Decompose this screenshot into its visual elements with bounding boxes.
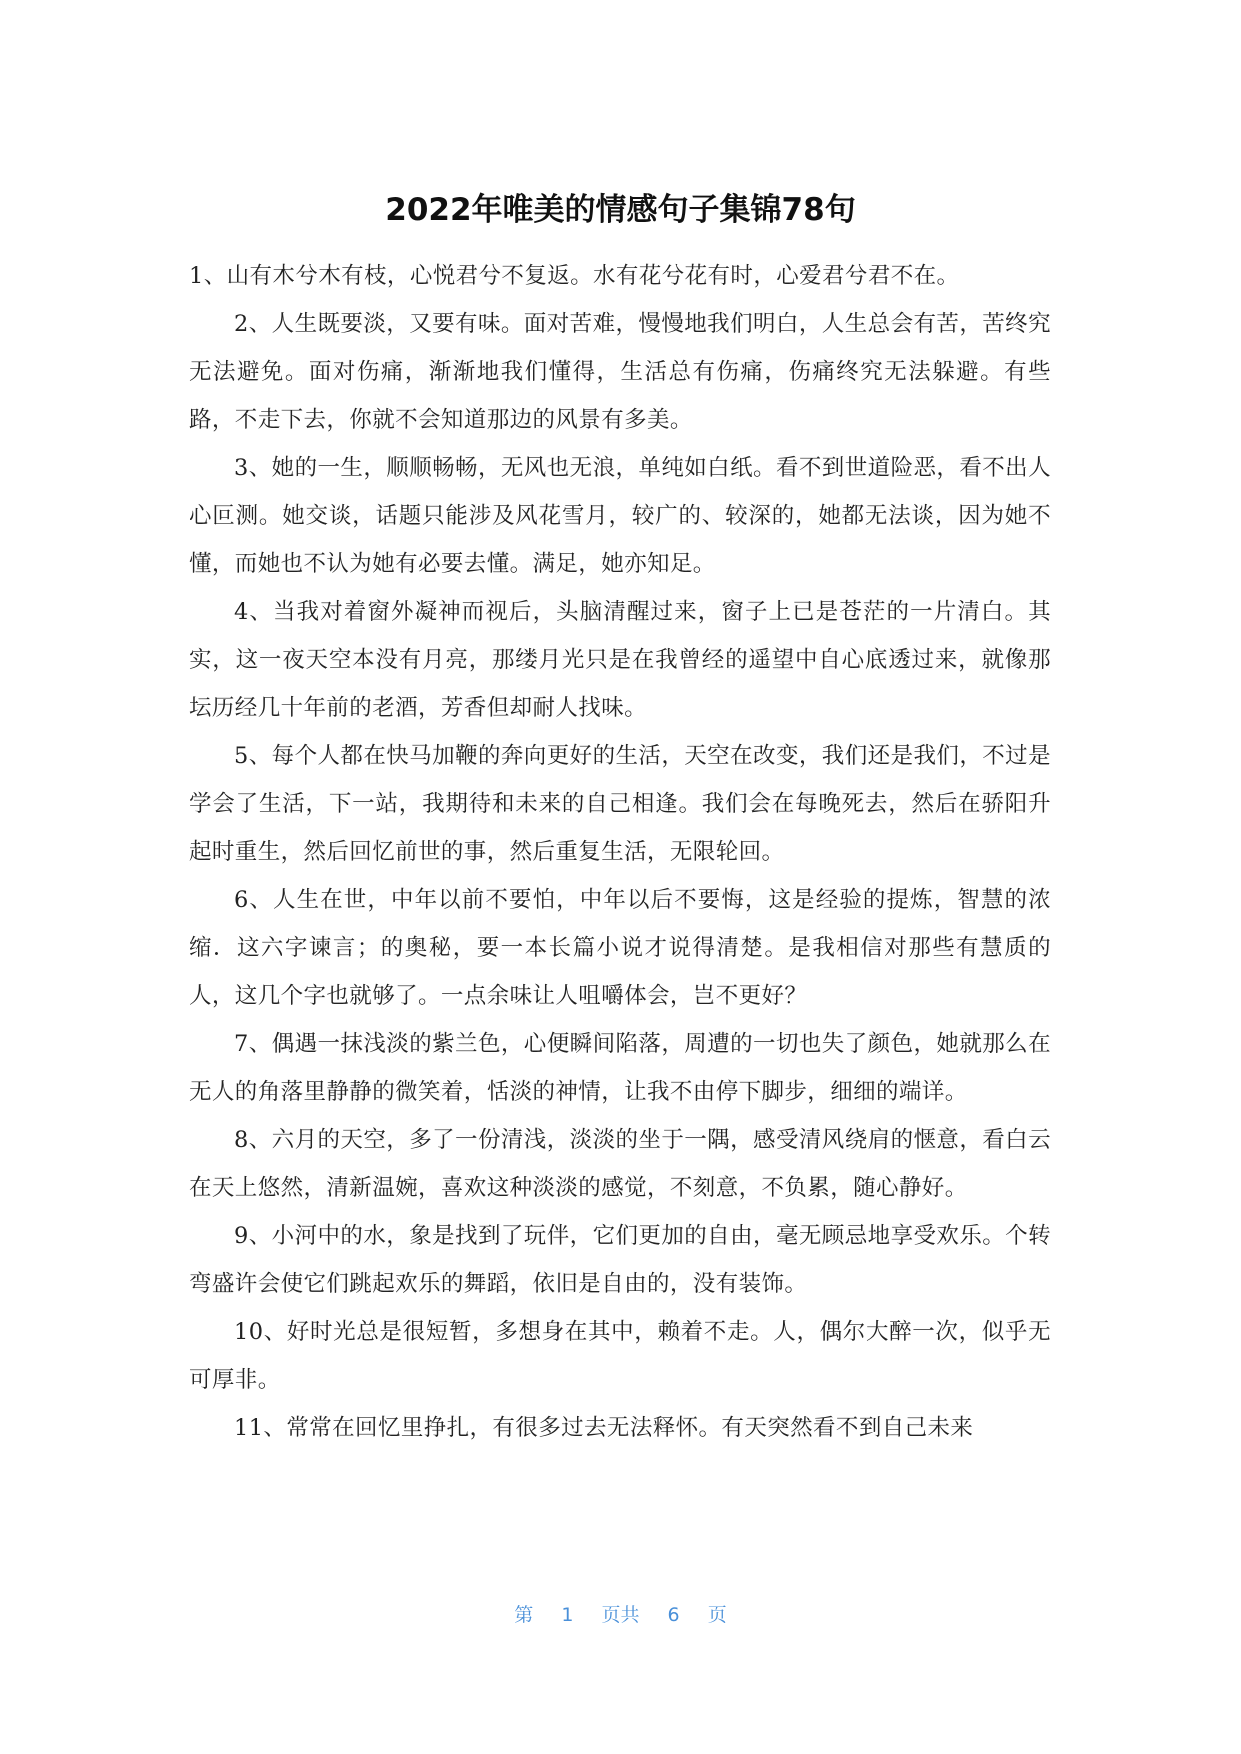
- paragraph-2: 2、人生既要淡，又要有味。面对苦难，慢慢地我们明白，人生总会有苦，苦终究无法避免。面对伤痛，渐渐地我们懂得，生活总有伤痛，伤痛终究无法躲避。有些路，不走下去，你就不会知道那边的风景有多美。: [189, 311, 1051, 433]
- footer-prefix: 第: [514, 1604, 534, 1626]
- document-body: [189, 252, 1051, 1452]
- footer-total-pages: 6: [667, 1604, 680, 1626]
- paragraph-1: 1、山有木兮木有枝，心悦君兮不复返。水有花兮花有时，心爱君兮君不在。: [189, 263, 960, 289]
- paragraph-6: 6、人生在世，中年以前不要怕，中年以后不要悔，这是经验的提炼，智慧的浓缩．这六字谏言；的奥秘，要一本长篇小说才说得清楚。是我相信对那些有慧质的人，这几个字也就够了。一点余味让人咀嚼体会，岂不更好？: [189, 887, 1051, 1009]
- footer-suffix: 页: [707, 1604, 727, 1626]
- paragraph-9: 9、小河中的水，象是找到了玩伴，它们更加的自由，毫无顾忌地享受欢乐。个转弯盛许会使它们跳起欢乐的舞蹈，依旧是自由的，没有装饰。: [189, 1223, 1051, 1297]
- page-footer: [0, 1602, 1241, 1628]
- paragraph-8: 8、六月的天空，多了一份清浅，淡淡的坐于一隅，感受清风绕肩的惬意，看白云在天上悠然，清新温婉，喜欢这种淡淡的感觉，不刻意，不负累，随心静好。: [189, 1127, 1051, 1201]
- footer-middle: 页共: [601, 1604, 640, 1626]
- document-title: 2022年唯美的情感句子集锦78句: [385, 192, 856, 228]
- paragraph-4: 4、当我对着窗外凝神而视后，头脑清醒过来，窗子上已是苍茫的一片清白。其实，这一夜天空本没有月亮，那缕月光只是在我曾经的遥望中自心底透过来，就像那坛历经几十年前的老酒，芳香但却耐人找味。: [189, 599, 1051, 721]
- paragraph-7: 7、偶遇一抹浅淡的紫兰色，心便瞬间陷落，周遭的一切也失了颜色，她就那么在无人的角落里静静的微笑着，恬淡的神情，让我不由停下脚步，细细的端详。: [189, 1031, 1051, 1105]
- paragraph-10: 10、好时光总是很短暂，多想身在其中，赖着不走。人，偶尔大醉一次，似乎无可厚非。: [189, 1319, 1051, 1393]
- paragraph-5: 5、每个人都在快马加鞭的奔向更好的生活，天空在改变，我们还是我们，不过是学会了生活，下一站，我期待和未来的自己相逢。我们会在每晚死去，然后在骄阳升起时重生，然后回忆前世的事，然后重复生活，无限轮回。: [189, 743, 1051, 865]
- paragraph-3: 3、她的一生，顺顺畅畅，无风也无浪，单纯如白纸。看不到世道险恶，看不出人心叵测。她交谈，话题只能涉及风花雪月，较广的、较深的，她都无法谈，因为她不懂，而她也不认为她有必要去懂。满足，她亦知足。: [189, 455, 1051, 577]
- paragraph-11: 11、常常在回忆里挣扎，有很多过去无法释怀。有天突然看不到自己未来: [234, 1415, 974, 1441]
- footer-current-page: 1: [561, 1604, 574, 1626]
